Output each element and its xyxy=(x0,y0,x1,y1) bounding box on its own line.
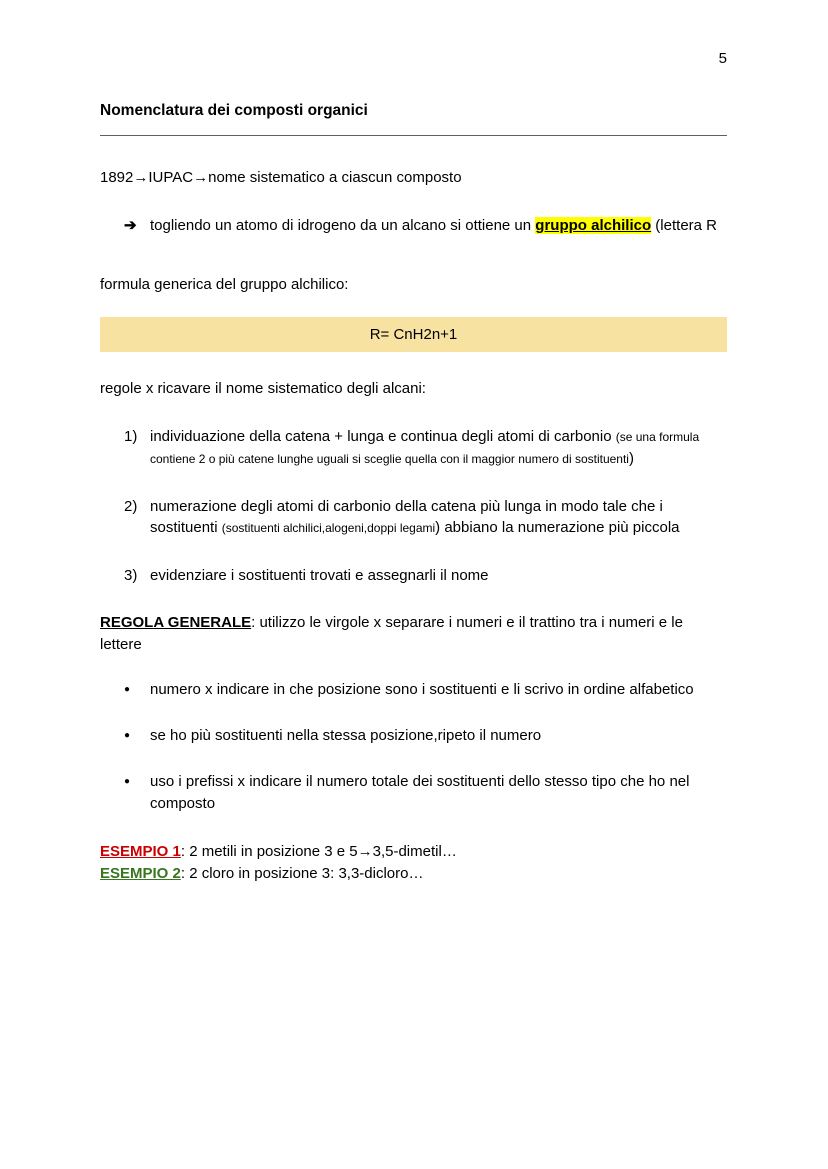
formula-intro: formula generica del gruppo alchilico: xyxy=(100,275,349,293)
list-item-number: 1) xyxy=(124,428,138,446)
rules-intro: regole x ricavare il nome sistematico degli alcani: xyxy=(100,380,426,398)
list-item xyxy=(100,565,727,587)
formula-text: R= CnH2n+1 xyxy=(369,325,458,343)
example-line xyxy=(100,841,727,863)
example2-text: : 2 cloro in posizione 3: 3,3-dicloro… xyxy=(180,865,424,883)
list-item-text xyxy=(150,496,727,540)
list-item xyxy=(100,496,727,540)
list-item-main: individuazione della catena + lunga e continua degli atomi di carbonio xyxy=(150,428,616,446)
list-item-main: numerazione degli atomi di carbonio della catena più lunga in modo tale che i sostituenti xyxy=(150,497,663,537)
numbered-list xyxy=(100,426,727,587)
general-rule-line xyxy=(100,612,727,656)
arrow-text-post: (lettera R xyxy=(651,217,717,235)
example2-label: ESEMPIO 2 xyxy=(100,865,181,883)
list-item-text xyxy=(150,565,727,587)
intro-line: 1892→IUPAC→nome sistematico a ciascun composto xyxy=(100,169,462,187)
bullet-item xyxy=(100,771,727,815)
title-divider xyxy=(100,135,727,136)
example-line xyxy=(100,863,727,885)
arrow-icon: ➔ xyxy=(124,217,137,235)
bullet-text: se ho più sostituenti nella stessa posizione,ripeto il numero xyxy=(150,727,542,745)
bullet-text: uso i prefissi x indicare il numero totale dei sostituenti dello stesso tipo che ho nel composto xyxy=(150,772,690,812)
list-item-note: (sostituenti alchilici,alogeni,doppi legami xyxy=(221,521,436,536)
general-rule-text: : utilizzo le virgole x separare i numeri e il trattino tra i numeri e le lettere xyxy=(100,613,683,653)
list-item xyxy=(100,426,727,470)
list-item-number: 3) xyxy=(124,567,138,585)
bullet-text: numero x indicare in che posizione sono i sostituenti e li scrivo in ordine alfabetico xyxy=(150,681,694,699)
arrow-bullet-item xyxy=(100,215,727,237)
highlighted-term: gruppo alchilico xyxy=(535,217,652,235)
list-item-note: (se una formula contiene 2 o più catene lunghe uguali si sceglie quella con il maggior numero di sostituenti xyxy=(150,430,700,466)
bullet-icon: ● xyxy=(124,684,131,696)
general-rule-label: REGOLA GENERALE xyxy=(100,613,252,631)
page-title: Nomenclatura dei composti organici xyxy=(100,102,368,119)
example1-label: ESEMPIO 1 xyxy=(100,843,181,861)
bullet-item xyxy=(100,725,727,747)
bullet-list xyxy=(100,679,727,814)
bullet-icon: ● xyxy=(124,730,131,742)
list-item-main: evidenziare i sostituenti trovati e assegnarli il nome xyxy=(150,567,489,585)
list-item-tail: ) abbiano la numerazione più piccola xyxy=(435,519,680,537)
list-item-tail: ) xyxy=(628,449,634,467)
page-number: 5 xyxy=(718,50,727,67)
examples-block xyxy=(100,841,727,885)
bullet-icon: ● xyxy=(124,775,131,787)
arrow-text-pre: togliendo un atomo di idrogeno da un alcano si ottiene un xyxy=(150,217,536,235)
arrow-item-text xyxy=(150,215,727,237)
bullet-item xyxy=(100,679,727,701)
list-item-text xyxy=(150,426,727,470)
example1-text: : 2 metili in posizione 3 e 5→3,5-dimetil… xyxy=(180,843,457,861)
list-item-number: 2) xyxy=(124,497,138,515)
formula-box xyxy=(100,317,727,353)
